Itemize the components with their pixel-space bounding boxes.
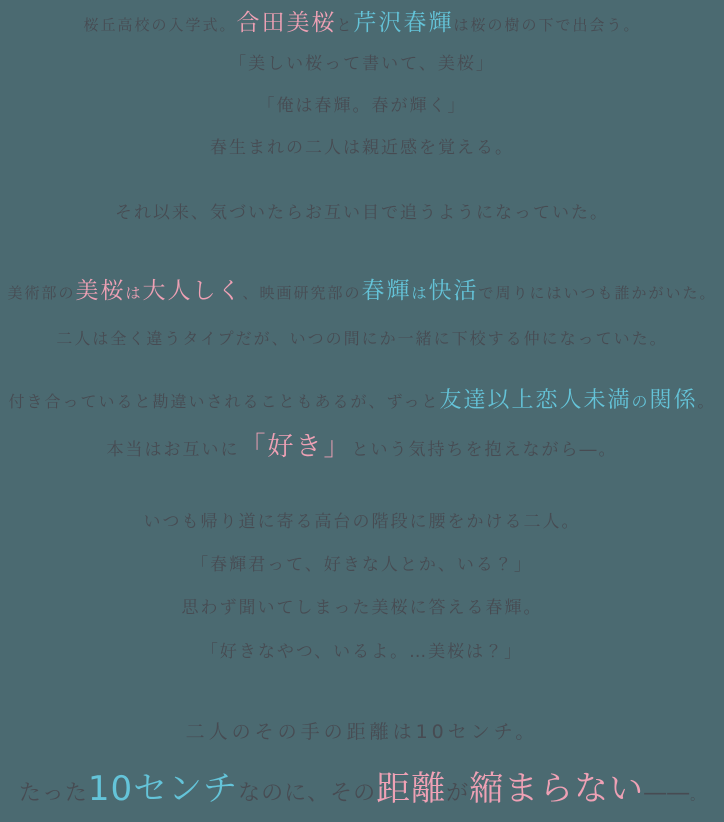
text-segment: 春輝	[361, 277, 412, 304]
text-segment: 思わず聞いてしまった美桜に答える春輝。	[181, 597, 543, 618]
text-segment: 、映画研究部の	[242, 283, 362, 302]
text-segment: 「美しい桜って書いて、美桜」	[229, 54, 495, 75]
text-segment: 合田美桜	[236, 10, 337, 36]
story-line-since-then	[0, 204, 724, 224]
text-segment: 10センチ	[87, 768, 239, 809]
text-segment: は	[125, 283, 143, 302]
text-segment: 「好きなやつ、いるよ。…美桜は？」	[200, 642, 524, 663]
text-segment: 芹沢春輝	[353, 10, 454, 36]
text-segment: 快活	[428, 277, 479, 304]
text-segment: ――	[644, 780, 691, 806]
story-line-question	[0, 556, 724, 576]
text-segment: と	[336, 16, 354, 34]
story-line-suki	[0, 433, 724, 463]
text-segment: 大人しく	[142, 277, 243, 304]
story-line-different-types	[0, 330, 724, 348]
text-segment: 二人は全く違うタイプだが、いつの間にか一緒に下校する仲になっていた。	[56, 329, 668, 349]
text-segment: 春生まれの二人は親近感を覚える。	[210, 137, 514, 158]
text-segment: 「春輝君って、好きな人とか、いる？」	[191, 555, 533, 576]
story-line-ten-cm	[0, 722, 724, 744]
text-segment: 距離	[376, 768, 447, 809]
text-segment: という気持ちを抱えながら―。	[351, 439, 618, 460]
story-line-haruki-quote	[0, 97, 724, 117]
text-segment: 。	[697, 392, 716, 412]
text-segment: なのに、その	[238, 780, 377, 806]
text-segment: は	[411, 283, 429, 302]
story-line-tagline	[0, 770, 724, 809]
text-segment: 美桜	[75, 277, 126, 304]
text-segment: 縮まらない	[469, 768, 645, 809]
text-segment: 「俺は春輝。春が輝く」	[257, 95, 467, 116]
text-segment: は桜の樹の下で出会う。	[453, 16, 641, 34]
text-segment: で周りにはいつも誰かがいた。	[478, 283, 717, 302]
story-line-answer-quote	[0, 643, 724, 663]
text-segment: の	[631, 392, 650, 412]
story-line-answer-intro	[0, 599, 724, 619]
story-line-intro	[0, 10, 724, 36]
story-line-spring-born	[0, 139, 724, 159]
synopsis-page	[0, 10, 724, 822]
story-line-relationship	[0, 388, 724, 413]
text-segment: いつも帰り道に寄る高台の階段に腰をかける二人。	[143, 511, 581, 532]
text-segment: 関係	[649, 388, 698, 414]
story-line-mio-quote	[0, 55, 724, 75]
text-segment: 二人のその手の距離は10センチ。	[185, 720, 539, 743]
text-segment: が	[446, 780, 470, 806]
text-segment: 桜丘高校の入学式。	[83, 16, 237, 34]
story-line-clubs	[0, 278, 724, 304]
text-segment: 「好き」	[239, 431, 352, 462]
story-line-stairs	[0, 513, 724, 533]
text-segment: 友達以上恋人未満	[439, 388, 632, 414]
text-segment: 美術部の	[7, 283, 76, 302]
text-segment: 付き合っていると勘違いされることもあるが、ずっと	[8, 392, 440, 412]
text-segment: 本当はお互いに	[106, 439, 240, 460]
text-segment: たった	[18, 780, 88, 806]
text-segment: それ以来、気づいたらお互い目で追うようになっていた。	[115, 203, 609, 224]
text-segment: 。	[690, 787, 706, 804]
